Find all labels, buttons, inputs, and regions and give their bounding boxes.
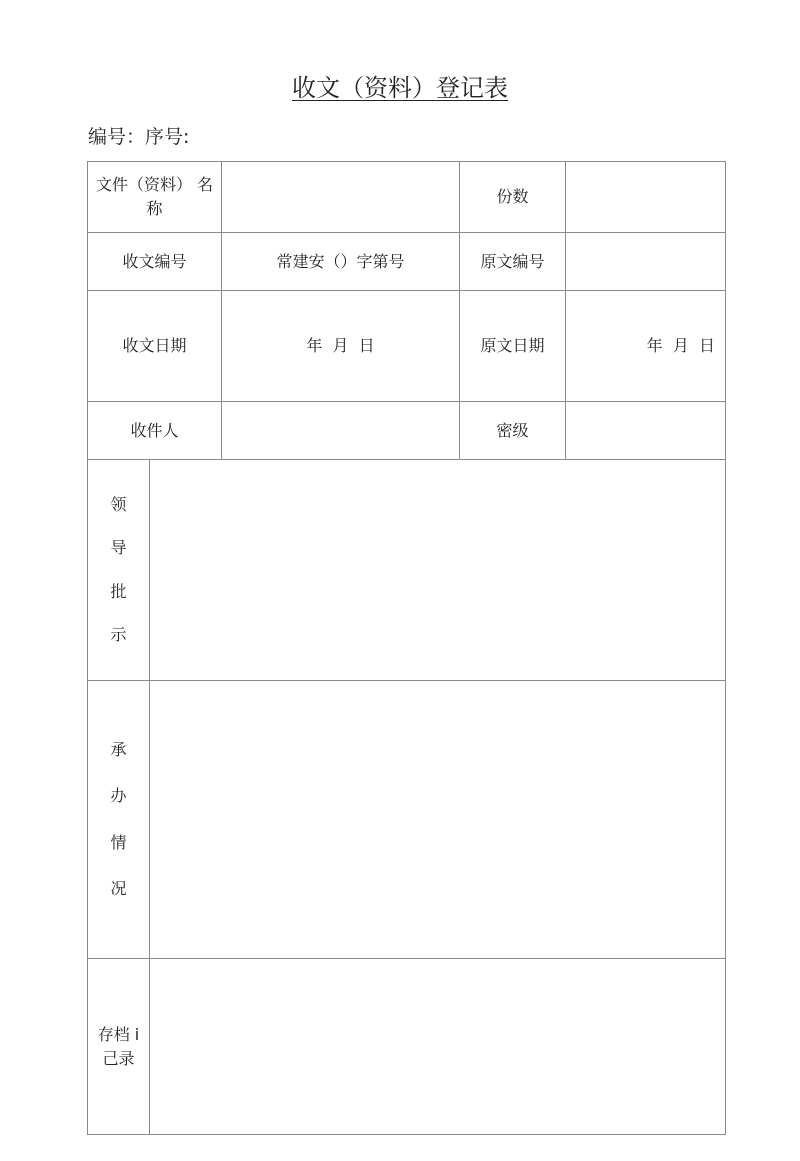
original-date-label-cell: [460, 291, 566, 402]
receipt-number-label: 收文编号: [122, 251, 187, 271]
secret-level-value-cell[interactable]: [566, 402, 726, 460]
original-date-value: 年 月 日: [646, 336, 715, 355]
table-row: [88, 291, 726, 402]
leader-char-2: 导: [110, 538, 127, 558]
leader-instructions-label: [88, 481, 149, 659]
receipt-number-label-cell: [88, 233, 222, 291]
receiver-value-cell[interactable]: [222, 402, 460, 460]
copies-value-cell[interactable]: [566, 162, 726, 233]
original-number-value-cell[interactable]: [566, 233, 726, 291]
table-row: [88, 681, 726, 959]
table-row: [88, 460, 726, 681]
file-name-value-cell[interactable]: [222, 162, 460, 233]
leader-char-4: 示: [110, 624, 127, 644]
file-name-label-cell: [88, 162, 222, 233]
original-number-label-cell: [460, 233, 566, 291]
leader-char-1: 领: [110, 495, 127, 514]
original-date-label: 原文日期: [480, 336, 545, 355]
handling-char-3: 情: [110, 832, 127, 852]
secret-level-label: 密级: [496, 420, 529, 440]
table-row: [88, 959, 726, 1135]
handling-status-label: [88, 702, 149, 938]
registration-form-table: [87, 161, 726, 1135]
secret-level-label-cell: [460, 402, 566, 460]
original-date-value-cell[interactable]: [566, 291, 726, 402]
table-row: [88, 402, 726, 460]
handling-status-label-cell: [88, 681, 150, 959]
receiver-label-cell: [88, 402, 222, 460]
table-row: [88, 233, 726, 291]
handling-char-4: 况: [110, 879, 127, 899]
handling-char-2: 办: [110, 786, 127, 806]
original-number-label: 原文编号: [480, 251, 545, 271]
receipt-number-value-cell[interactable]: [222, 233, 460, 291]
file-name-label: 文件（资料） 名称: [95, 175, 214, 218]
leader-char-3: 批: [110, 581, 127, 601]
archive-record-label-cell: [88, 959, 150, 1135]
leader-instructions-label-cell: [88, 460, 150, 681]
number-serial-line: 编号：序号:: [88, 126, 190, 148]
receiver-label: 收件人: [130, 420, 179, 440]
copies-label: 份数: [496, 187, 529, 206]
receipt-date-value: 年 月 日: [306, 336, 375, 355]
handling-status-value-cell[interactable]: [150, 681, 726, 959]
leader-instructions-value-cell[interactable]: [150, 460, 726, 681]
table-row: [88, 162, 726, 233]
page-title-text: 收文（资料）登记表: [292, 74, 508, 102]
archive-record-label: 存档 i 己录: [97, 1024, 140, 1068]
receipt-date-value-cell[interactable]: [222, 291, 460, 402]
receipt-date-label: 收文日期: [122, 336, 187, 355]
handling-char-1: 承: [110, 739, 127, 759]
archive-record-value-cell[interactable]: [150, 959, 726, 1135]
copies-label-cell: [460, 162, 566, 233]
receipt-date-label-cell: [88, 291, 222, 402]
page-title: [0, 70, 800, 106]
receipt-number-value: 常建安（）字第号: [276, 251, 405, 271]
